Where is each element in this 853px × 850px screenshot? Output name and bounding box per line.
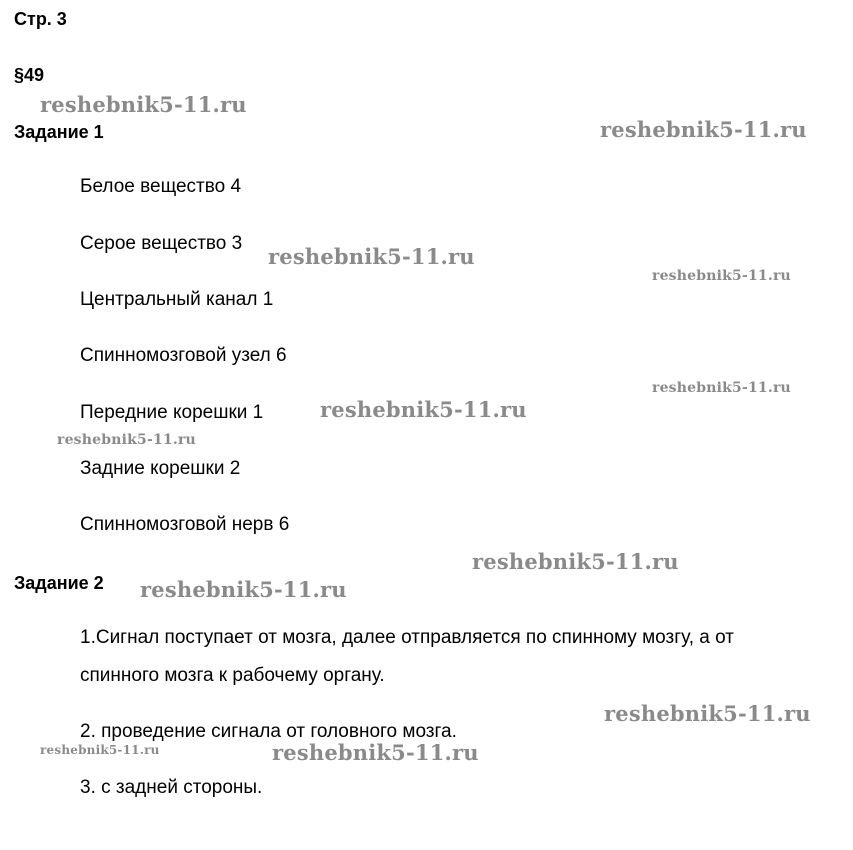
task-1-item: Центральный канал 1 xyxy=(80,289,274,310)
task-1-item: Спинномозговой нерв 6 xyxy=(80,514,290,535)
watermark: reshebnik5-11.ru xyxy=(472,549,679,574)
task-2-title: Задание 2 xyxy=(14,573,104,593)
task-1-item: Задние корешки 2 xyxy=(80,458,241,479)
watermark: reshebnik5-11.ru xyxy=(140,577,347,602)
task-1-item: Спинномозговой узел 6 xyxy=(80,345,287,366)
watermark: reshebnik5-11.ru xyxy=(272,740,479,765)
page-label: Стр. 3 xyxy=(14,9,67,29)
watermark: reshebnik5-11.ru xyxy=(40,743,160,757)
watermark: reshebnik5-11.ru xyxy=(320,397,527,422)
watermark: reshebnik5-11.ru xyxy=(40,92,247,117)
task-1-item: Белое вещество 4 xyxy=(80,176,242,197)
task-1-item: Передние корешки 1 xyxy=(80,402,264,423)
task-2-answer-line: спинного мозга к рабочему органу. xyxy=(80,665,385,686)
watermark: reshebnik5-11.ru xyxy=(268,244,475,269)
watermark: reshebnik5-11.ru xyxy=(57,432,196,448)
task-2-answer-line: 3. с задней стороны. xyxy=(80,777,263,798)
task-2-answer-line: 1.Сигнал поступает от мозга, далее отправляется по спинному мозгу, а от xyxy=(80,627,734,648)
watermark: reshebnik5-11.ru xyxy=(652,380,791,396)
task-1-item: Серое вещество 3 xyxy=(80,233,243,254)
section-number: §49 xyxy=(14,65,45,85)
watermark: reshebnik5-11.ru xyxy=(604,701,811,726)
task-1-title: Задание 1 xyxy=(14,122,104,142)
watermark: reshebnik5-11.ru xyxy=(600,117,807,142)
task-2-answer-line: 2. проведение сигнала от головного мозга. xyxy=(80,721,457,742)
watermark: reshebnik5-11.ru xyxy=(652,268,791,284)
